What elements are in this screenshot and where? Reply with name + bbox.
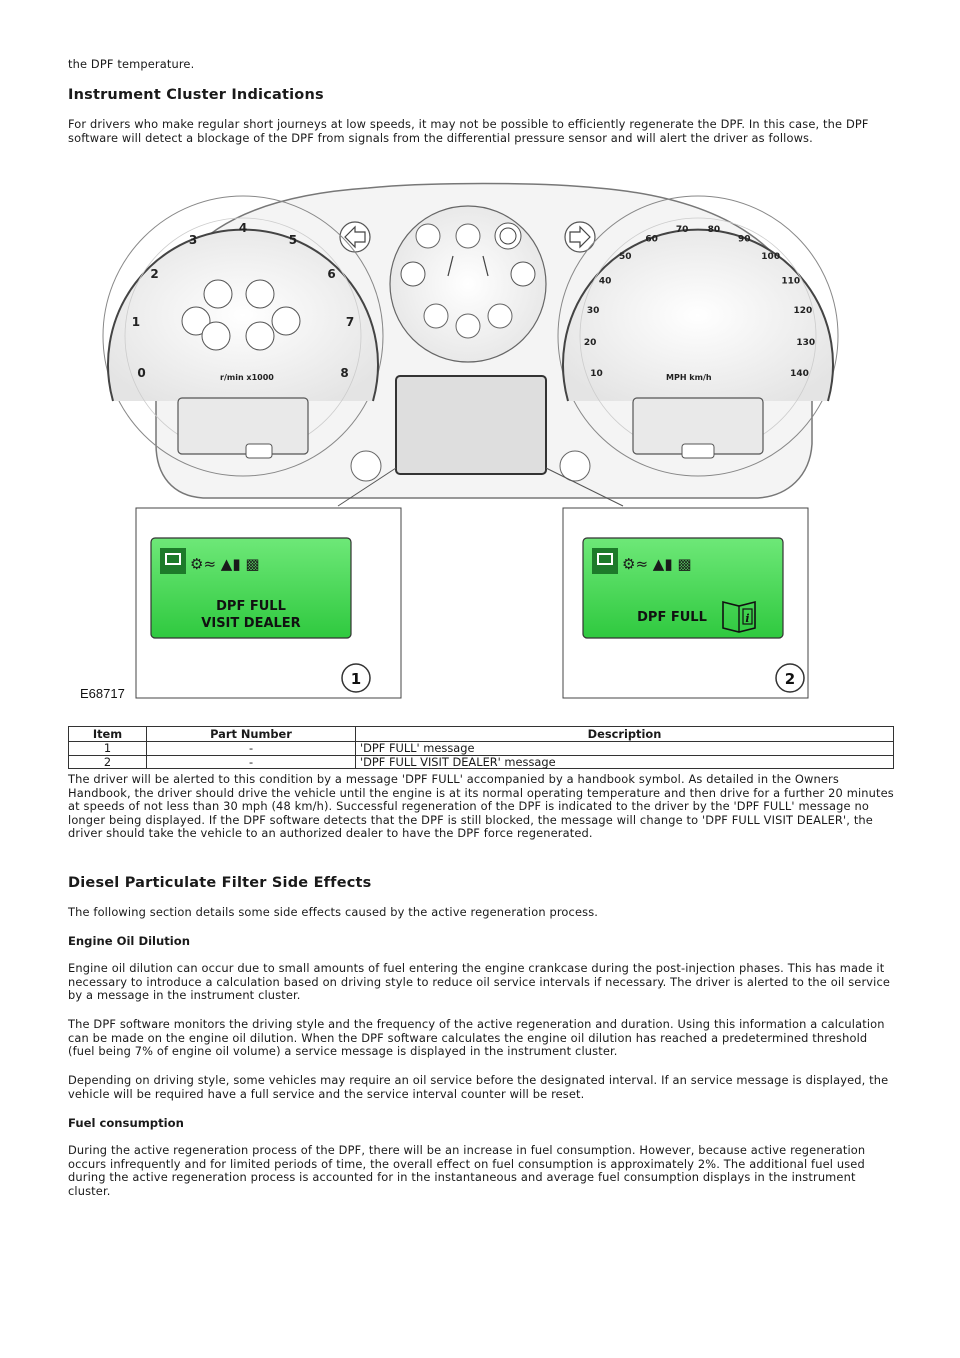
center-message-display — [396, 376, 546, 474]
figure-id-label: E68717 — [80, 686, 125, 701]
lcd-status-icons-2: ⚙≈ ▲▮ ▩ — [622, 555, 692, 573]
cell-part-number: - — [147, 755, 356, 769]
cell-item: 1 — [69, 742, 147, 756]
speedo-unit-label: MPH km/h — [666, 373, 712, 382]
dial-tick-label: 7 — [345, 314, 355, 329]
zoom-panel-1 — [136, 508, 401, 698]
dial-tick-label: 1 — [131, 314, 141, 329]
dial-tick-label: 90 — [738, 234, 751, 245]
panel1-line1: DPF FULL — [216, 599, 286, 614]
table-row — [69, 755, 894, 769]
dial-tick-label: 40 — [598, 276, 612, 287]
instrument-cluster-illustration — [68, 176, 893, 701]
tach-unit-label: r/min x1000 — [220, 373, 274, 382]
lcd-status-icons: ⚙≈ ▲▮ ▩ — [190, 555, 260, 573]
subsection-title-fuel-consumption: Fuel consumption — [68, 1116, 184, 1130]
dial-tick-label: 10 — [590, 368, 603, 379]
cell-part-number: - — [147, 742, 356, 756]
dial-tick-label: 130 — [796, 337, 816, 348]
dial-tick-label: 8 — [340, 365, 349, 380]
callout-2-label: 2 — [784, 670, 796, 688]
dial-tick-label: 60 — [645, 234, 658, 245]
dial-tick-label: 70 — [675, 225, 689, 236]
dial-tick-label: 5 — [288, 233, 298, 248]
zoom-panel-2 — [563, 508, 808, 698]
cell-description: 'DPF FULL VISIT DEALER' message — [356, 755, 894, 769]
section1-paragraph: For drivers who make regular short journeys at low speeds, it may not be possible to efficiently regenerate the DPF. In this case, the DPF software will detect a blockage of the DPF from signals from the differential pressure sensor and will alert the driver as follows. — [68, 117, 869, 145]
dial-tick-label: 4 — [238, 221, 248, 235]
dial-tick-label: 140 — [790, 368, 809, 379]
header-description: Description — [356, 727, 894, 742]
oil-dilution-paragraph-2: The DPF software monitors the driving style and the frequency of the active regeneration and duration. Using this information a calculation can be made on the engine oil dilution. When the DPF software calculates the engine oil dilution has reached a predetermined threshold (fuel being 7% of engine oil volume) a service message is displayed in the instrument cluster. — [68, 1017, 885, 1059]
table-row — [69, 742, 894, 756]
svg-text:i: i — [745, 612, 750, 625]
section2-paragraph: The following section details some side effects caused by the active regeneration process. — [68, 905, 599, 919]
dial-tick-label: 110 — [781, 276, 801, 287]
oil-dilution-paragraph-1: Engine oil dilution can occur due to small amounts of fuel entering the engine crankcase during the post-injection phases. This has made it necessary to introduce a calculation based on driving style to reduce oil service intervals if necessary. The driver is alerted to the oil service by a message in the instrument cluster. — [68, 961, 891, 1003]
right-turn-indicator-icon — [565, 222, 595, 252]
dial-tick-label: 3 — [188, 233, 198, 248]
fuel-consumption-paragraph: During the active regeneration process of the DPF, there will be an increase in fuel consumption. However, because active regeneration occurs infrequently and for limited periods of time, the overall effect on fuel consumption is approximately 2%. The additional fuel used during the active regeneration process is accounted for in the instantaneous and average fuel consumption displays in the instrument cluster. — [68, 1143, 866, 1198]
dial-tick-label: 6 — [327, 267, 336, 282]
items-table — [68, 726, 894, 769]
right-button-icon — [560, 451, 590, 481]
center-gauges — [390, 206, 546, 362]
callout-1-label: 1 — [350, 670, 362, 688]
oil-dilution-paragraph-3: Depending on driving style, some vehicles may require an oil service before the designated interval. If an service message is displayed, the vehicle will be required have a full service and the service interval counter will be reset. — [68, 1073, 889, 1101]
cell-description: 'DPF FULL' message — [356, 742, 894, 756]
dial-tick-label: 2 — [150, 267, 159, 282]
dial-tick-label: 30 — [586, 306, 600, 317]
dial-tick-label: 120 — [793, 306, 813, 317]
section-title-side-effects: Diesel Particulate Filter Side Effects — [68, 875, 372, 891]
dial-tick-label: 0 — [137, 365, 146, 380]
cell-item: 2 — [69, 755, 147, 769]
dpf-warning-icon — [160, 548, 186, 574]
dial-tick-label: 100 — [761, 252, 781, 263]
header-item: Item — [69, 727, 147, 742]
header-part-number: Part Number — [147, 727, 356, 742]
dial-tick-label: 80 — [707, 225, 721, 236]
panel2-line1: DPF FULL — [637, 610, 707, 625]
instrument-cluster-figure — [68, 176, 893, 701]
subsection-title-oil-dilution: Engine Oil Dilution — [68, 934, 191, 948]
dial-tick-label: 20 — [583, 337, 597, 348]
paragraph-after-table: The driver will be alerted to this condition by a message 'DPF FULL' accompanied by a handbook symbol. As detailed in the Owners Handbook, the driver should drive the vehicle until the engine is at its normal operating temperature and then drive for a further 20 minutes at speeds of not less than 30 mph (48 km/h). Successful regeneration of the DPF is indicated to the driver by the 'DPF FULL' message no longer being displayed. If the DPF software detects that the DPF is still blocked, the message will change to 'DPF FULL VISIT DEALER', the driver should take the vehicle to an authorized dealer to have the DPF force regenerated. — [68, 772, 894, 841]
left-button-icon — [351, 451, 381, 481]
intro-fragment: the DPF temperature. — [68, 57, 195, 71]
section-title-instrument-cluster: Instrument Cluster Indications — [68, 87, 324, 103]
table-header-row — [69, 727, 894, 742]
left-turn-indicator-icon — [340, 222, 370, 252]
dial-tick-label: 50 — [619, 252, 632, 263]
panel1-line2: VISIT DEALER — [201, 616, 301, 631]
dpf-warning-icon-2 — [592, 548, 618, 574]
